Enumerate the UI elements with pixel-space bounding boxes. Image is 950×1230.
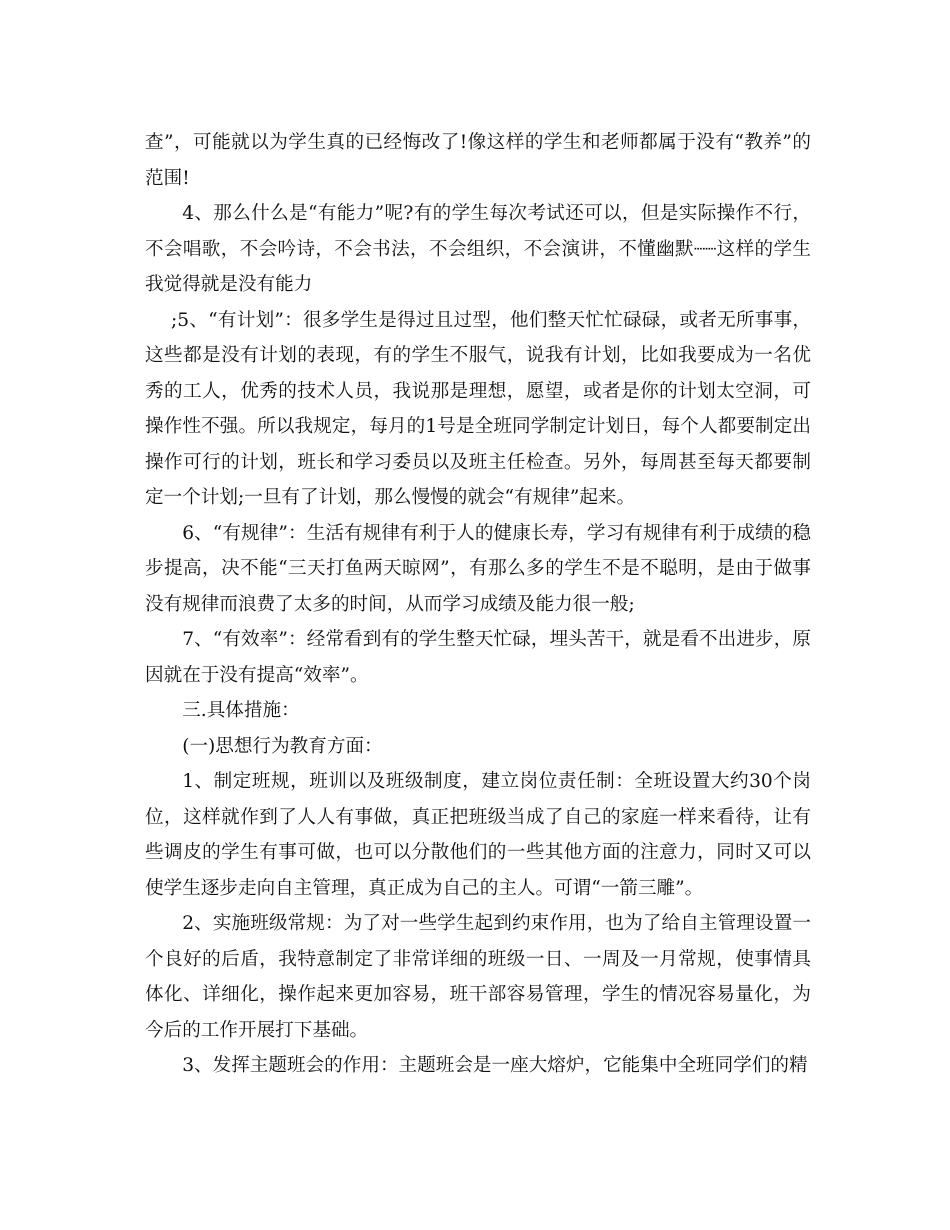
document-body <box>145 125 811 1084</box>
paragraph-continuation: 查”，可能就以为学生真的已经悔改了!像这样的学生和老师都属于没有“教养”的范围! <box>145 132 811 189</box>
paragraph-plan: ;5、“有计划”：很多学生是得过且过型，他们整天忙忙碌碌，或者无所事事，这些都是没有计划的表现，有的学生不服气，说我有计划，比如我要成为一名优秀的工人，优秀的技术人员，我说那是理想，愿望，或者是你的计划太空洞，可操作性不强。所以我规定，每月的1号是全班同学制定计划日，每个人都要制定出操作可行的计划，班长和学习委员以及班主任检查。另外，每周甚至每天都要制定一个计划;一旦有了计划，那么慢慢的就会“有规律”起来。 <box>145 309 811 508</box>
paragraph-theme-meeting: 3、发挥主题班会的作用：主题班会是一座大熔炉，它能集中全班同学们的精 <box>182 1055 808 1076</box>
paragraph-class-routine: 2、实施班级常规：为了对一些学生起到约束作用，也为了给自主管理设置一个良好的后盾，我特意制定了非常详细的班级一日、一周及一月常规，使事情具体化、详细化，操作起来更加容易，班干部容易管理，学生的情况容易量化，为今后的工作开展打下基础。 <box>145 913 811 1041</box>
paragraph-ability: 4、那么什么是“有能力”呢?有的学生每次考试还可以，但是实际操作不行，不会唱歌，不会吟诗，不会书法，不会组织，不会演讲，不懂幽默┈┈这样的学生我觉得就是没有能力 <box>145 203 811 295</box>
paragraph-efficiency: 7、“有效率”：经常看到有的学生整天忙碌，埋头苦干，就是看不出进步，原因就在于没有提高“效率”。 <box>145 629 811 686</box>
subsection-heading-ideology: (一)思想行为教育方面： <box>182 735 383 757</box>
section-heading-measures: 三.具体措施： <box>182 700 300 721</box>
paragraph-class-rules: 1、制定班规，班训以及班级制度，建立岗位责任制：全班设置大约30个岗位，这样就作到了人人有事做，真正把班级当成了自己的家庭一样来看待，让有些调皮的学生有事可做，也可以分散他们的一些其他方面的注意力，同时又可以使学生逐步走向自主管理，真正成为自己的主人。可谓“一箭三雕”。 <box>145 771 811 899</box>
paragraph-regularity: 6、“有规律”：生活有规律有利于人的健康长寿，学习有规律有利于成绩的稳步提高，决不能“三天打鱼两天晾网”，有那么多的学生不是不聪明，是由于做事没有规律而浪费了太多的时间，从而学习成绩及能力很一般; <box>145 522 811 615</box>
